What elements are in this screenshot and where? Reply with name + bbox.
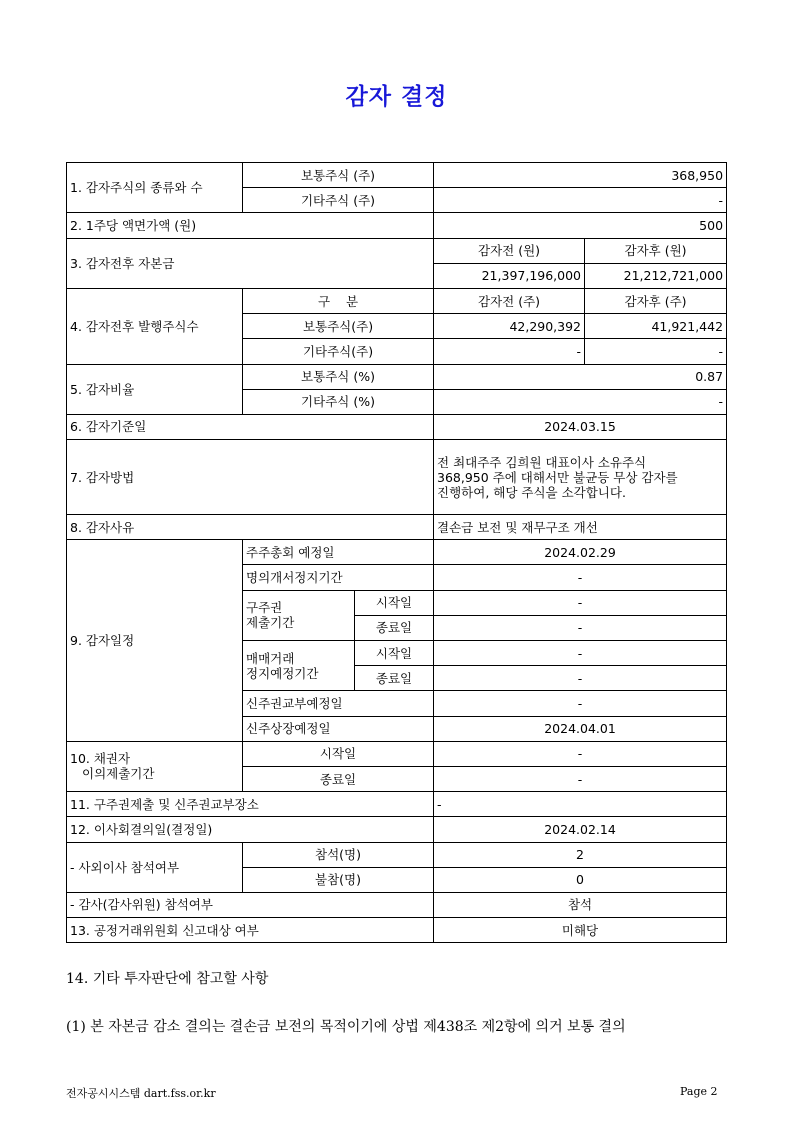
cell-value: - [434,565,727,590]
method-description [434,440,727,515]
label-line: 구주권 [246,600,283,616]
cell-value: - [434,641,727,666]
footer-source: 전자공시시스템 dart.fss.or.kr [66,1087,216,1100]
row-label: 6. 감자기준일 [67,414,434,439]
cell-label: 보통주식 (%) [243,364,434,389]
cell-value: - [585,339,727,364]
row-label: - 사외이사 참석여부 [67,842,243,892]
cell-value: - [434,741,727,766]
cell-value: 2 [434,842,727,867]
column-header: 감자후 (주) [585,288,727,313]
label-line: 매매거래 [246,650,295,666]
table-row [67,414,727,439]
cell-label: 시작일 [355,590,434,615]
table-row [67,540,727,565]
cell-value: - [434,766,727,791]
table-row [67,364,727,389]
cell-label: 시작일 [355,641,434,666]
table-row [67,842,727,867]
page-number: Page 2 [680,1085,718,1098]
row-label: 4. 감자전후 발행주식수 [67,288,243,364]
row-label [67,741,243,791]
cell-label [243,641,355,691]
cell-label [243,590,355,640]
cell-label: 참석(명) [243,842,434,867]
row-label: 13. 공정거래위원회 신고대상 여부 [67,918,434,943]
cell-label: 기타주식 (주) [243,188,434,213]
table-row [67,817,727,842]
cell-value: - [434,389,727,414]
table-row [67,515,727,540]
cell-value: 41,921,442 [585,314,727,339]
row-label: 3. 감자전후 자본금 [67,238,434,288]
column-header: 감자전 (주) [434,288,585,313]
cell-value: 0.87 [434,364,727,389]
cell-value: - [434,188,727,213]
cell-value: - [434,666,727,691]
cell-label: 기타주식(주) [243,339,434,364]
label-line: 10. 채권자 [70,751,131,767]
row-label: 1. 감자주식의 종류와 수 [67,163,243,213]
cell-value: 0 [434,867,727,892]
cell-value: - [434,339,585,364]
row-label: 2. 1주당 액면가액 (원) [67,213,434,238]
cell-label: 종료일 [355,666,434,691]
cell-value: 결손금 보전 및 재무구조 개선 [434,515,727,540]
cell-label: 명의개서정지기간 [243,565,434,590]
table-row [67,213,727,238]
method-line: 진행하여, 해당 주식을 소각합니다. [437,484,626,500]
page-title: 감자 결정 [345,83,448,110]
column-header: 구 분 [243,288,434,313]
column-header: 감자후 (원) [585,238,727,263]
cell-value: 2024.03.15 [434,414,727,439]
cell-value: - [434,792,727,817]
row-label: 7. 감자방법 [67,440,434,515]
cell-value: 21,397,196,000 [434,263,585,288]
cell-label: 종료일 [243,766,434,791]
cell-value: 미해당 [434,918,727,943]
capital-reduction-table [66,162,727,943]
method-line: 전 최대주주 김희원 대표이사 소유주식 [437,454,647,470]
cell-label: 시작일 [243,741,434,766]
table-row [67,440,727,515]
cell-label: 보통주식 (주) [243,163,434,188]
row-label: 5. 감자비율 [67,364,243,414]
cell-value: 2024.02.29 [434,540,727,565]
row-label: 8. 감자사유 [67,515,434,540]
column-header: 감자전 (원) [434,238,585,263]
cell-label: 주주총회 예정일 [243,540,434,565]
section-14-heading: 14. 기타 투자판단에 참고할 사항 [66,971,269,987]
table-row [67,238,727,263]
cell-label: 보통주식(주) [243,314,434,339]
cell-label: 신주상장예정일 [243,716,434,741]
cell-label: 신주권교부예정일 [243,691,434,716]
row-label: 9. 감자일정 [67,540,243,742]
label-line: 정지예정기간 [246,665,319,681]
section-14-paragraph: (1) 본 자본금 감소 결의는 결손금 보전의 목적이기에 상법 제438조 제2항에 의거 보통 결의 [66,1019,626,1035]
cell-value: 참석 [434,892,727,917]
table-row [67,892,727,917]
cell-value: 2024.02.14 [434,817,727,842]
cell-value: - [434,615,727,640]
method-line: 368,950 주에 대해서만 불균등 무상 감자를 [437,469,678,485]
cell-label: 기타주식 (%) [243,389,434,414]
cell-value: 500 [434,213,727,238]
cell-value: 21,212,721,000 [585,263,727,288]
label-line [70,766,239,781]
cell-value: - [434,590,727,615]
row-label: - 감사(감사위원) 참석여부 [67,892,434,917]
cell-label: 종료일 [355,615,434,640]
label-line: 제출기간 [246,615,295,631]
cell-value: 42,290,392 [434,314,585,339]
label-line-text: 이의제출기간 [82,766,155,782]
table-row [67,918,727,943]
cell-value: 2024.04.01 [434,716,727,741]
cell-label: 불참(명) [243,867,434,892]
cell-value: - [434,691,727,716]
table-row [67,741,727,766]
table-row [67,288,727,313]
cell-value: 368,950 [434,163,727,188]
row-label: 11. 구주권제출 및 신주권교부장소 [67,792,434,817]
row-label: 12. 이사회결의일(결정일) [67,817,434,842]
table-row [67,163,727,188]
table-row [67,792,727,817]
